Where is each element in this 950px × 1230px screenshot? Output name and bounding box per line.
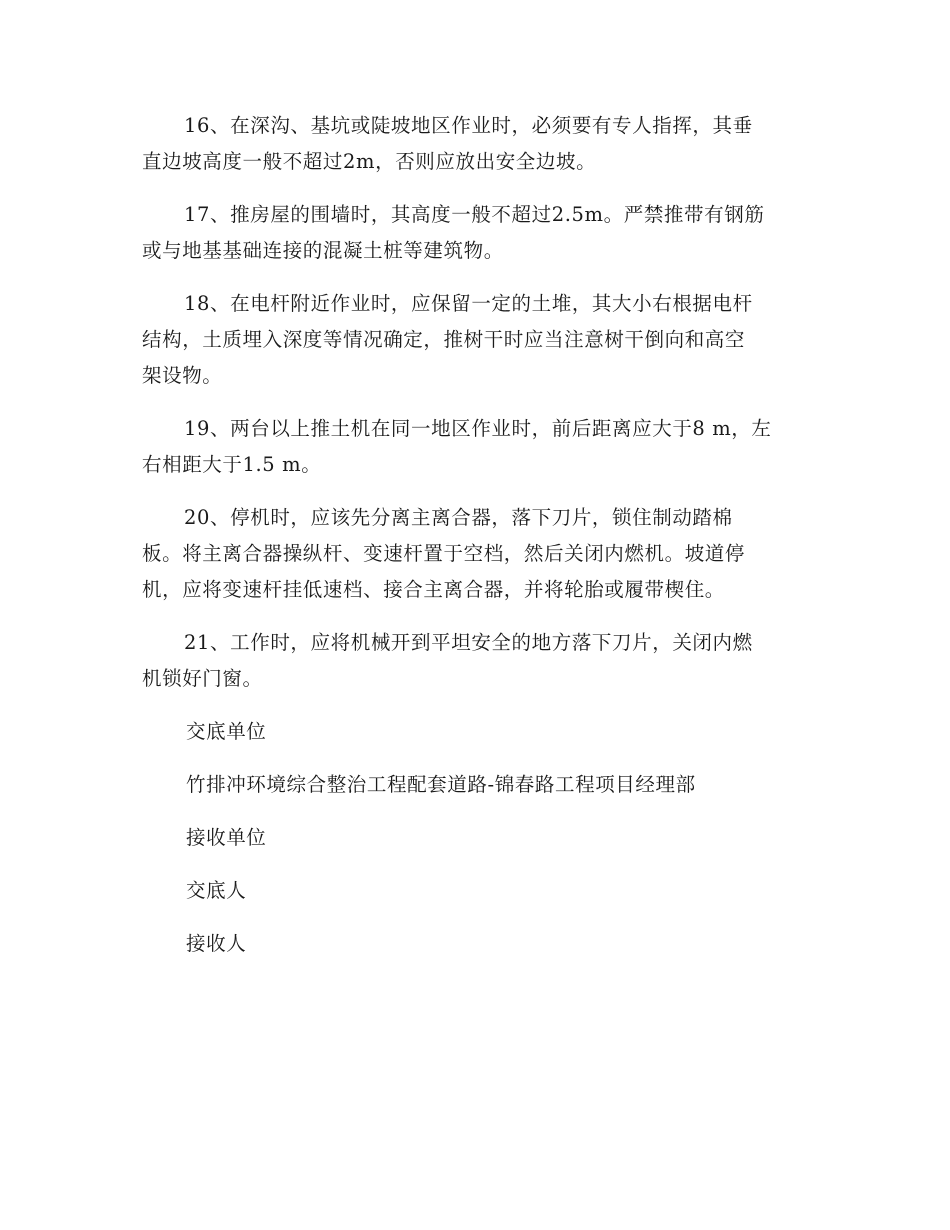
paragraph-line: 16、在深沟、基坑或陡坡地区作业时，必须要有专人指挥，其垂 xyxy=(184,114,753,137)
paragraph-line: 架设物。 xyxy=(142,364,223,387)
paragraph-19 xyxy=(142,411,812,483)
document-page xyxy=(142,108,812,979)
paragraph-line: 结构，土质埋入深度等情况确定，推树干时应当注意树干倒向和高空 xyxy=(142,328,746,351)
paragraph-17 xyxy=(142,197,812,269)
paragraph-line: 直边坡高度一般不超过2m，否则应放出安全边坡。 xyxy=(142,150,597,173)
paragraph-line: 机，应将变速杆挂低速档、接合主离合器，并将轮胎或履带楔住。 xyxy=(142,578,725,601)
paragraph-line: 21、工作时，应将机械开到平坦安全的地方落下刀片，关闭内燃 xyxy=(184,631,753,654)
handover-unit-name: 竹排冲环境综合整治工程配套道路-锦春路工程项目经理部 xyxy=(186,773,696,796)
paragraph-line: 机锁好门窗。 xyxy=(142,667,263,690)
paragraph-18 xyxy=(142,286,812,394)
paragraph-line: 或与地基基础连接的混凝土桩等建筑物。 xyxy=(142,239,504,262)
receiving-unit-label: 接收单位 xyxy=(186,826,267,849)
receiver-label: 接收人 xyxy=(186,932,247,955)
handover-unit-label: 交底单位 xyxy=(186,720,267,743)
paragraph-line: 板。将主离合器操纵杆、变速杆置于空档，然后关闭内燃机。坡道停 xyxy=(142,542,746,565)
paragraph-line: 17、推房屋的围墙时，其高度一般不超过2.5m。严禁推带有钢筋 xyxy=(184,203,765,226)
paragraph-line: 右相距大于1.5 m。 xyxy=(142,453,322,476)
paragraph-21 xyxy=(142,625,812,697)
paragraph-line: 18、在电杆附近作业时，应保留一定的土堆，其大小右根据电杆 xyxy=(184,292,753,315)
handover-person-label: 交底人 xyxy=(186,879,247,902)
paragraph-20 xyxy=(142,500,812,608)
paragraph-line: 19、两台以上推土机在同一地区作业时，前后距离应大于8 m，左 xyxy=(184,417,772,440)
paragraph-line: 20、停机时，应该先分离主离合器，落下刀片，锁住制动踏棉 xyxy=(184,506,733,529)
paragraph-16 xyxy=(142,108,812,180)
